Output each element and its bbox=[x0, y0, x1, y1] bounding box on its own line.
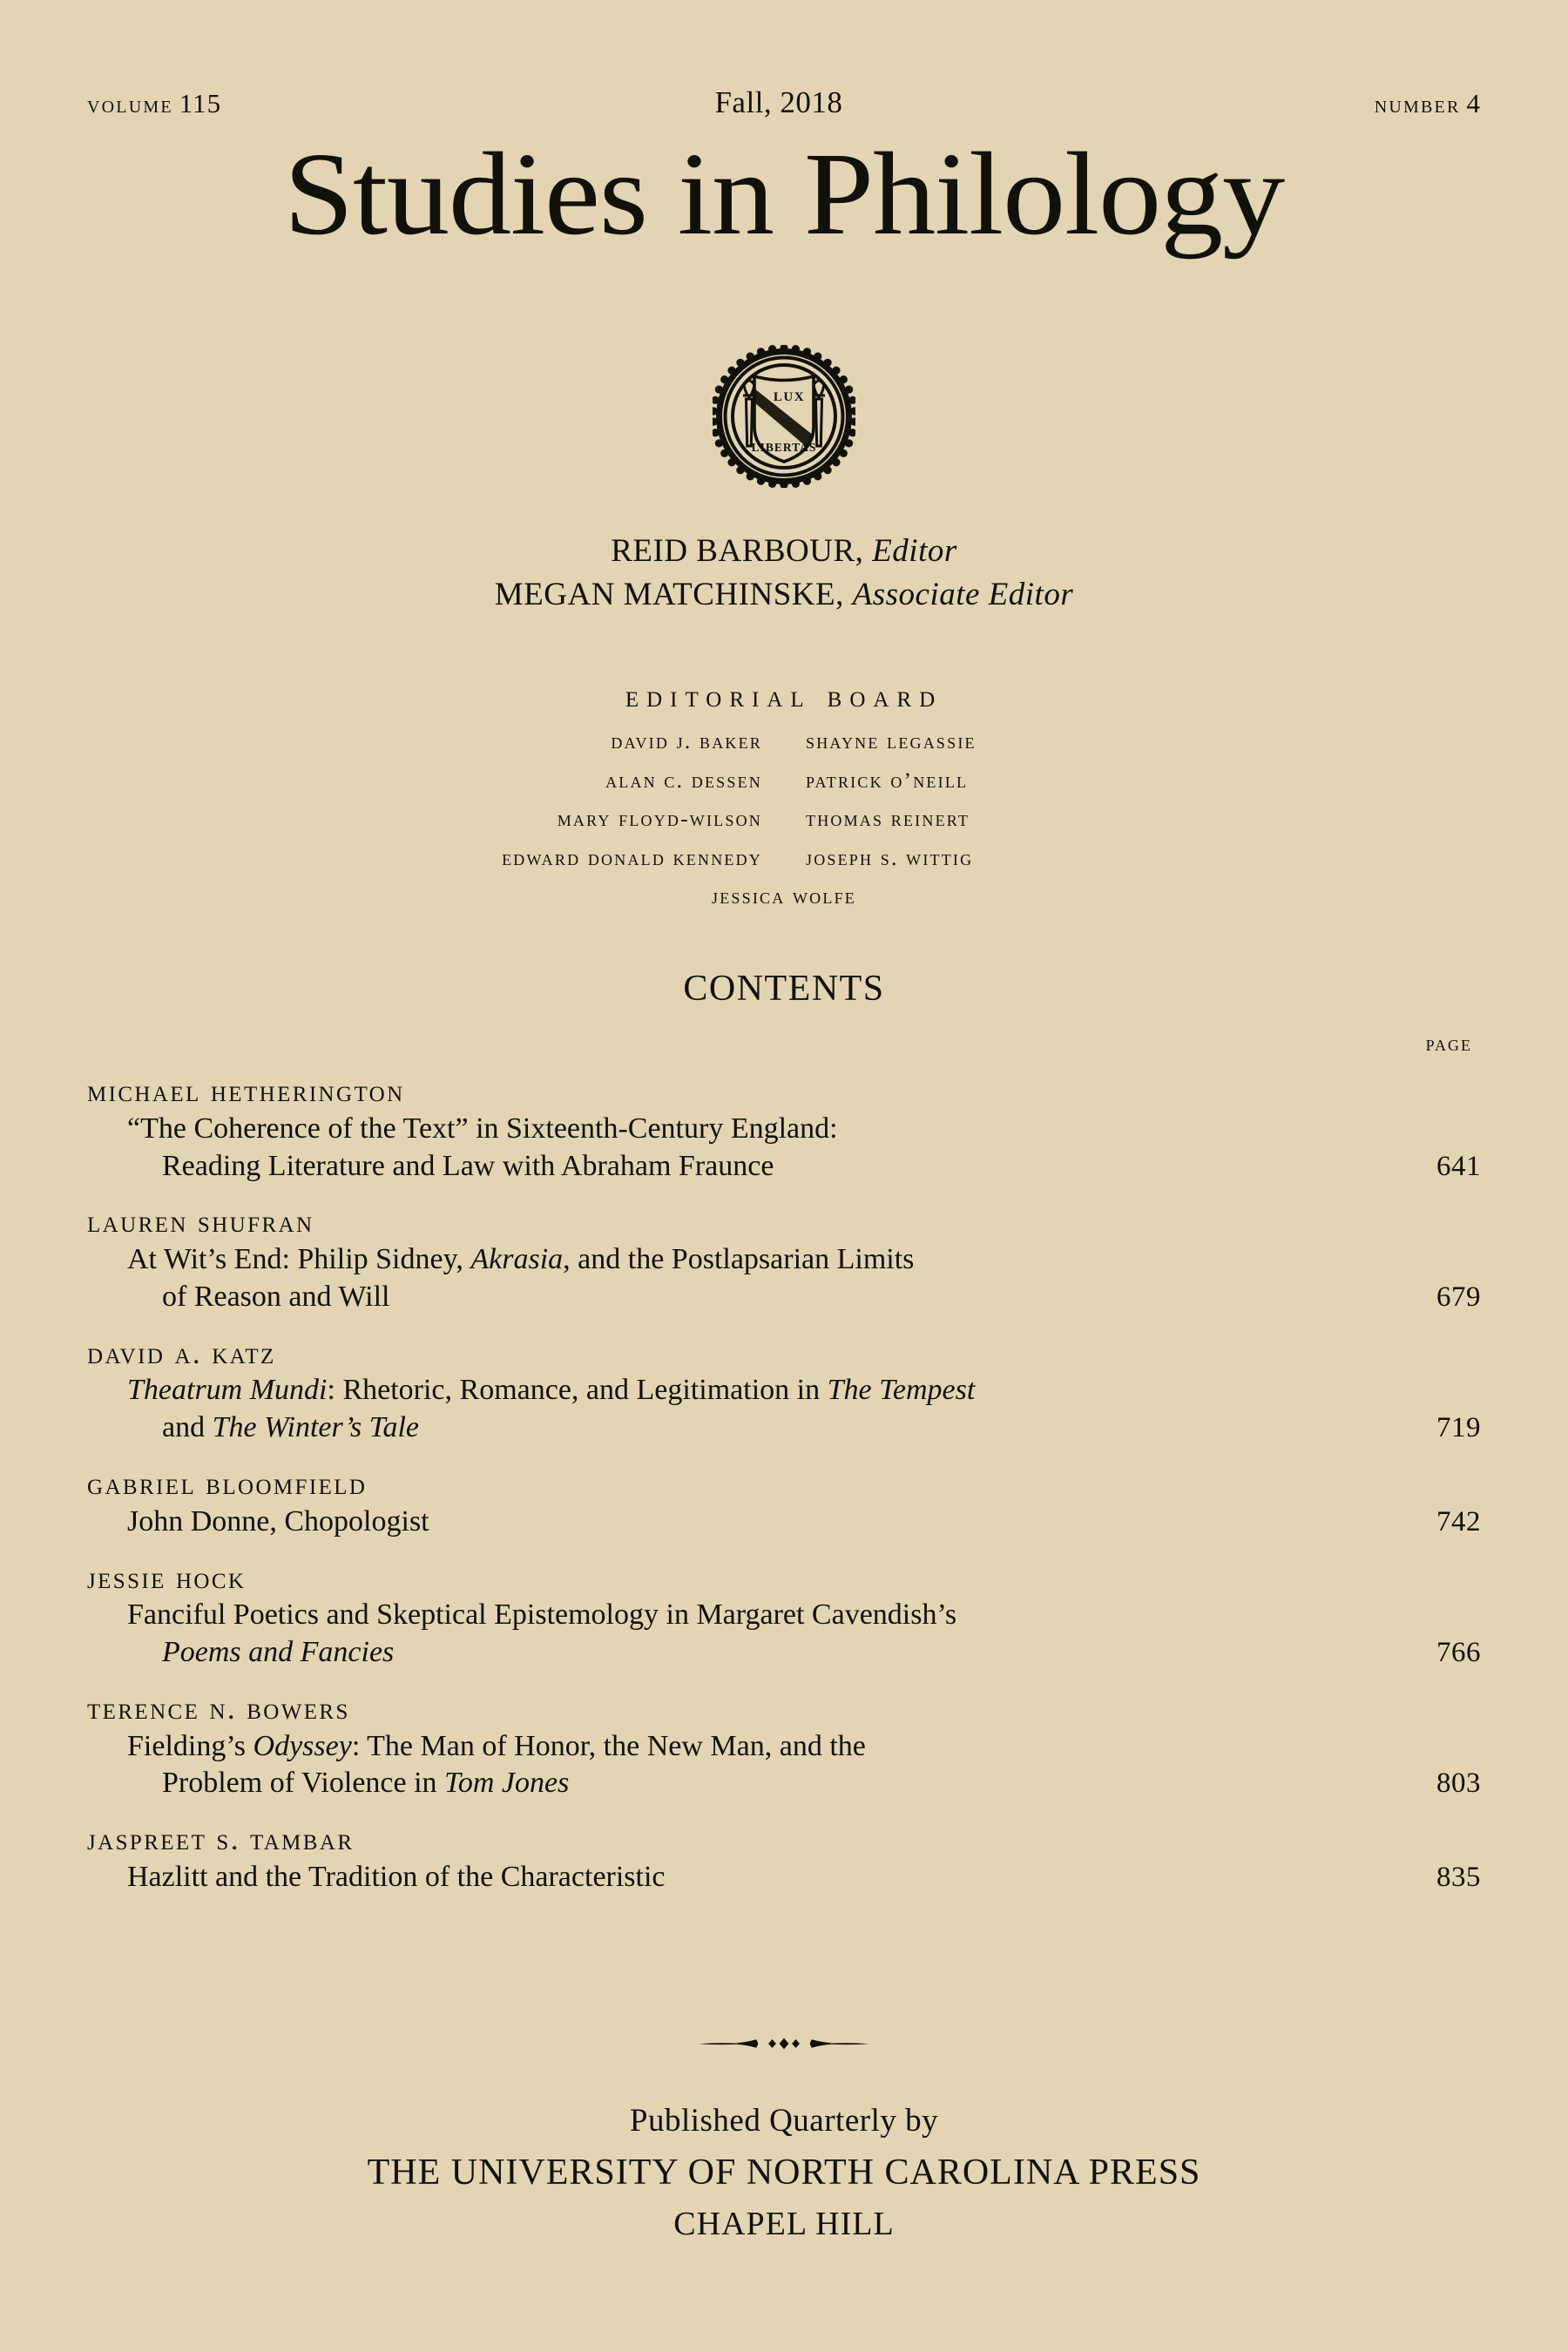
entry-title-line bbox=[87, 1634, 1481, 1672]
volume-label: volume bbox=[87, 91, 173, 118]
page-column-header: page bbox=[1425, 1032, 1472, 1056]
number-label: number bbox=[1374, 91, 1461, 118]
editor-line bbox=[0, 530, 1568, 573]
board-member: shayne legassie bbox=[806, 728, 977, 754]
entry-author: gabriel bloomfield bbox=[87, 1467, 368, 1502]
entry-title: Hazlitt and the Tradition of the Characteristic bbox=[127, 1860, 666, 1893]
svg-text:LUX: LUX bbox=[773, 390, 806, 404]
board-member: alan c. dessen bbox=[605, 767, 762, 793]
entry-title-line bbox=[87, 1148, 1481, 1186]
entry-author: terence n. bowers bbox=[87, 1691, 350, 1726]
issue-season: Fall, 2018 bbox=[714, 85, 843, 119]
entry-page-number: 803 bbox=[1436, 1767, 1481, 1800]
number-indicator bbox=[1375, 88, 1481, 119]
entry-title: Fielding’s Odyssey: The Man of Honor, the New Man, and the bbox=[127, 1729, 866, 1762]
entry-title-line bbox=[87, 1597, 1481, 1634]
list-item bbox=[87, 1691, 1481, 1802]
associate-editor-name: MEGAN MATCHINSKE, bbox=[494, 576, 844, 612]
entry-title: and The Winter’s Tale bbox=[162, 1411, 420, 1444]
associate-editor-line bbox=[0, 573, 1568, 617]
volume-number: 115 bbox=[179, 88, 222, 118]
board-member: david j. baker bbox=[611, 728, 762, 754]
editor-role: Editor bbox=[872, 533, 957, 569]
entry-title-line bbox=[87, 1279, 1481, 1316]
board-member: mary floyd-wilson bbox=[557, 806, 762, 831]
board-member: patrick o’neill bbox=[806, 767, 969, 793]
table-of-contents bbox=[87, 1073, 1481, 1916]
board-member: thomas reinert bbox=[806, 806, 970, 831]
entry-page-number: 719 bbox=[1436, 1412, 1481, 1444]
board-row bbox=[0, 730, 1568, 753]
entry-page-number: 641 bbox=[1436, 1150, 1481, 1182]
editorial-board-heading: editorial board bbox=[625, 679, 943, 713]
list-item bbox=[87, 1204, 1481, 1315]
list-item bbox=[87, 1560, 1481, 1672]
board-row bbox=[0, 808, 1568, 830]
board-member: joseph s. wittig bbox=[806, 844, 974, 870]
publisher-city: CHAPEL HILL bbox=[673, 2205, 895, 2242]
editorial-board-list bbox=[0, 730, 1568, 908]
university-seal-icon bbox=[713, 345, 855, 488]
entry-page-number: 742 bbox=[1436, 1505, 1481, 1538]
svg-text:LIBERTAS: LIBERTAS bbox=[751, 441, 817, 454]
board-member: edward donald kennedy bbox=[502, 844, 762, 870]
page-title: Studies in Philology bbox=[283, 129, 1285, 260]
contents-heading: CONTENTS bbox=[683, 969, 885, 1009]
entry-author: david a. katz bbox=[87, 1335, 276, 1370]
board-row bbox=[0, 769, 1568, 792]
entry-title: Fanciful Poetics and Skeptical Epistemology in Margaret Cavendish’s bbox=[127, 1598, 957, 1632]
entry-title: of Reason and Will bbox=[162, 1280, 390, 1313]
entry-page-number: 766 bbox=[1436, 1637, 1481, 1669]
entry-author: jessie hock bbox=[87, 1560, 247, 1595]
entry-title: Problem of Violence in Tom Jones bbox=[162, 1767, 570, 1800]
entry-title-line bbox=[87, 1728, 1481, 1766]
entry-title: Reading Literature and Law with Abraham Fraunce bbox=[162, 1149, 774, 1182]
entry-title: Poems and Fancies bbox=[162, 1636, 395, 1669]
list-item bbox=[87, 1073, 1481, 1185]
list-item bbox=[87, 1821, 1481, 1896]
number-value: 4 bbox=[1466, 88, 1481, 118]
entry-title-line bbox=[87, 1372, 1481, 1409]
board-member: jessica wolfe bbox=[712, 883, 856, 909]
entry-title-line bbox=[87, 1111, 1481, 1148]
list-item bbox=[87, 1335, 1481, 1447]
list-item bbox=[87, 1466, 1481, 1541]
associate-editor-role: Associate Editor bbox=[852, 576, 1074, 612]
entry-page-number: 835 bbox=[1436, 1861, 1481, 1893]
entry-title: Theatrum Mundi: Rhetoric, Romance, and Legitimation in The Tempest bbox=[127, 1374, 976, 1407]
entry-title-line bbox=[87, 1859, 1481, 1896]
published-by-text: Published Quarterly by bbox=[629, 2103, 939, 2139]
masthead bbox=[87, 85, 1481, 120]
editor-name: REID BARBOUR, bbox=[611, 533, 864, 569]
entry-author: lauren shufran bbox=[87, 1205, 314, 1240]
entry-author: michael hetherington bbox=[87, 1074, 405, 1108]
entry-title: “The Coherence of the Text” in Sixteenth-Century England: bbox=[127, 1112, 838, 1145]
ornament-divider-icon bbox=[697, 2035, 871, 2052]
entry-title-line bbox=[87, 1504, 1481, 1541]
entry-title-line bbox=[87, 1409, 1481, 1447]
entry-title: John Donne, Chopologist bbox=[127, 1504, 429, 1538]
board-row bbox=[0, 844, 1568, 870]
publisher-name: THE UNIVERSITY OF NORTH CAROLINA PRESS bbox=[367, 2152, 1201, 2193]
entry-page-number: 679 bbox=[1436, 1281, 1481, 1313]
entry-title-line bbox=[87, 1765, 1481, 1802]
entry-author: jaspreet s. tambar bbox=[87, 1822, 355, 1857]
entry-title-line bbox=[87, 1241, 1481, 1279]
editors-block bbox=[0, 530, 1568, 617]
volume-indicator bbox=[87, 88, 221, 119]
entry-title: At Wit’s End: Philip Sidney, Akrasia, and the Postlapsarian Limits bbox=[127, 1243, 915, 1276]
publisher-block bbox=[0, 2098, 1568, 2248]
